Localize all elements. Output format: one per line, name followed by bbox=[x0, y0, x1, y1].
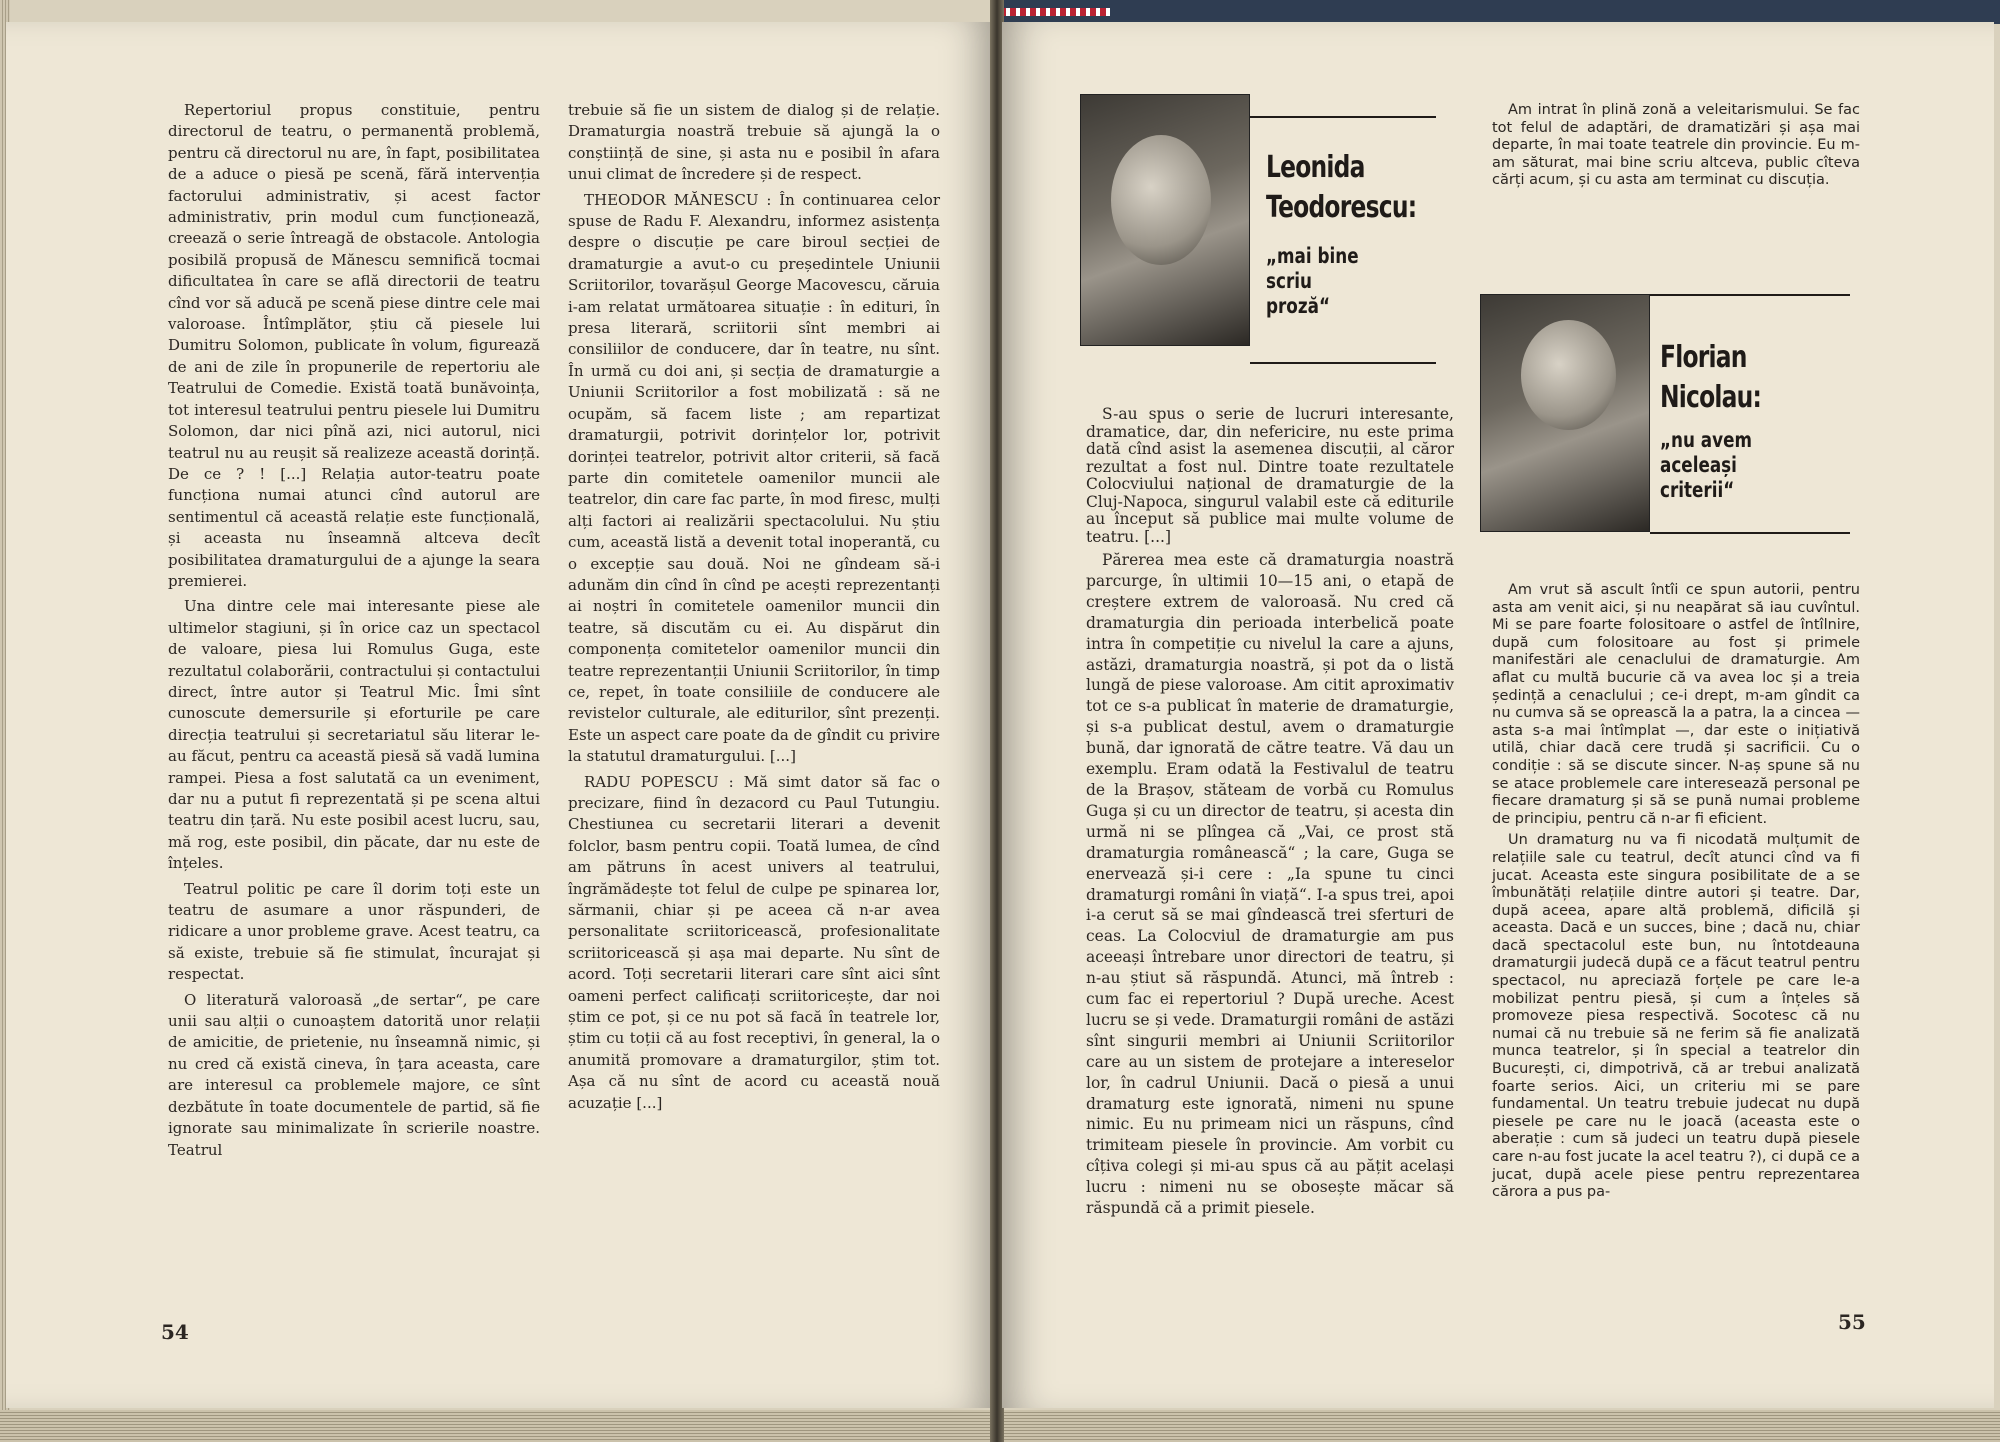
interview-quote: „mai bine bbox=[1266, 244, 1359, 268]
paragraph: trebuie să fie un sistem de dialog și de relație. Dramaturgia noastră trebuie să ajungă la o conștiință de sine, și asta nu e posibil în afara unui climat de încredere și de respect. bbox=[568, 101, 940, 184]
paragraph: Un dramaturg nu va fi nicodată mulțumit de relațiile sale cu teatrul, decît atunci cînd va fi jucat. Aceasta este singura posibilitate de a se îmbunătăți relațiile dintre autori și teatre. Dar, după aceea, apare altă problemă, dificilă și aceasta. Dacă e un succes, bine ; dacă nu, chiar dacă spectacolul este bun, nu întotdeauna dramaturgii judecă după ce a făcut teatrul pentru spectacol, nu apreciază forțele pe care le-a mobilizat pentru piesă, și cum a înțeles să promoveze piesa respectivă. Socotesc că nu numai că nu trebuie să ne ferim să fie analizată munca teatrelor, și în special a teatrelor din București, ci, dimpotrivă, că ar trebui analizată foarte serios. Aici, un criteriu mi se pare fundamental. Un teatru trebuie judecat nu după piesele pe care nu le joacă (aceasta este o aberație : cum să judeci un teatru după piesele care n-au fost jucate la acel teatru ?), ci după ce a jucat, după acele piese pentru reprezentarea cărora a pus pa- bbox=[1492, 832, 1860, 1201]
portrait-face bbox=[1111, 135, 1211, 265]
left-column-1 bbox=[168, 100, 540, 1165]
right-page bbox=[1002, 22, 1994, 1408]
interviewee-name: Florian bbox=[1660, 340, 1747, 375]
portrait-photo bbox=[1480, 294, 1650, 532]
paragraph: Teatrul politic pe care îl dorim toți este un teatru de asumare a unor răspunderi, de ridicare a unor probleme grave. Acest teatru, ca să existe, trebuie să fie stimulat, încurajat și respectat. bbox=[168, 879, 540, 984]
bookmark-ribbon bbox=[990, 8, 1110, 16]
left-page bbox=[6, 22, 992, 1408]
interview-quote: criterii“ bbox=[1660, 478, 1735, 502]
paragraph: O literatură valoroasă „de sertar“, pe care unii sau alții o cunoaștem datorită unor relații de amicitie, de prietenie, nu înseamnă nimic, și nu cred că există cineva, în țara aceasta, care are interesul ca problemele majore, ce sînt dezbătute în toate documentele de partid, să fie ignorate sau minimalizate în scrierile noastre. Teatrul bbox=[168, 990, 540, 1159]
interview-header-nicolau bbox=[1480, 272, 1870, 542]
interviewee-name: Leonida bbox=[1266, 150, 1365, 185]
header-rule bbox=[1250, 362, 1436, 364]
portrait-face bbox=[1521, 320, 1616, 430]
interview-quote: „nu avem bbox=[1660, 428, 1752, 452]
paragraph: Am vrut să ascult întîi ce spun autorii, pentru asta am venit aici, și nu neapărat să iau cuvîntul. Mi se pare foarte folositoare o astfel de întîlnire, după cum folositoare au fost și primele manifestări ale cenaclului de dramaturgie. Am aflat cu multă bucurie că va avea loc și a treia ședință a cenaclului ; ce-i drept, m-am gîndit ca nu cumva să se oprească la a patra, la a cincea — asta s-a mai întîmplat —, dar este o inițiativă utilă, chiar dacă cere trudă și sacrificii. Cu o condiție : să se discute sincer. N-aș spune să nu se atace problemele care interesează personal pe fiecare dramaturg și să se pună numai probleme de principiu, pentru că n-ar fi eficient. bbox=[1492, 582, 1860, 827]
page-number-left: 54 bbox=[161, 1320, 189, 1344]
header-rule bbox=[1250, 116, 1436, 118]
interview-text-nicolau bbox=[1492, 582, 1860, 1206]
paragraph: S-au spus o serie de lucruri interesante, dramatice, dar, din nefericire, nu este prima dată cînd asist la asemenea discuții, al căror rezultat a fost nul. Dintre toate rezultatele Colocviului național de dramaturgie de la Cluj-Napoca, singurul valabil este că editurile au început să publice mai multe volume de teatru. [...] bbox=[1086, 405, 1454, 546]
paragraph: Una dintre cele mai interesante piese ale ultimelor stagiuni, și în orice caz un spectacol de valoare, piesa lui Romulus Guga, este rezultatul colaborării, contractului și contactului direct, între autor și Teatrul Mic. Îmi sînt cunoscute demersurile și eforturile pe care direcția teatrului și secretariatul său literar le-au făcut, pentru ca această piesă să vadă lumina rampei. Piesa a fost salutată ca un eveniment, dar nu a putut fi reprezentată și pe scena altui teatru din țară. Nu este posibil acest lucru, sau, mă rog, este posibil, din păcate, dar nu este de înțeles. bbox=[168, 597, 540, 873]
interview-quote: scriu bbox=[1266, 269, 1312, 293]
paragraph: RADU POPESCU : Mă simt dator să fac o precizare, fiind în dezacord cu Paul Tutungiu. Chestiunea cu secretarii literari a devenit folclor, basm pentru copii. Toată lumea, de cînd am pătruns în acest univers al teatrului, îngrămădește tot felul de culpe pe spinarea lor, sărmanii, chiar și pe aceea că n-ar avea personalitate scriitoricească, profesionalitate scriitoricească și așa mai departe. Nu sînt de acord. Toți secretarii literari care sînt aici sînt oameni perfect calificați scriitoricește, dar noi știm ce pot, și ce nu pot să facă în teatrele lor, știm cu toții că au fost receptivi, în general, la o anumită promovare a dramaturgilor, știm tot. Așa că nu sînt de acord cu această nouă acuzație [...] bbox=[568, 772, 940, 1112]
paragraph: THEODOR MĂNESCU : În continuarea celor spuse de Radu F. Alexandru, informez asistența despre o discuție pe care biroul secției de dramaturgie a avut-o cu președintele Uniunii Scriitorilor, tovarășul George Macovescu, căruia i-am relatat următoarea situație : în edituri, în presa literară, scriitorii sînt membri ai consiliilor de conducere, dar în teatre, nu sînt. În urmă cu doi ani, și secția de dramaturgie a Uniunii Scriitorilor a fost mobilizată : să ne ocupăm, să facem liste ; am repartizat dramaturgii, potrivit dorințelor lor, potrivit dorinței teatrelor, potrivit altor criterii, să facă parte din comitetele oamenilor muncii ale teatrelor, din care fac parte, în mod firesc, mulți alți factori ai realizării spectacolului. Nu știu cum, această listă a devenit total inoperantă, cu o excepție sau două. Noi ne gîndeam să-i adunăm din cînd în cînd pe acești reprezentanți ai noștri în comitetele oamenilor muncii din teatre, să discutăm cu ei. Au dispărut din componența comitetelor oamenilor muncii din teatre reprezentanții Uniunii Scriitorilor, în timp ce, repet, în toate consiliile de conducere ale revistelor culturale, ale editurilor, sînt prezenți. Este un aspect care poate da de gîndit cu privire la statutul dramaturgului. [...] bbox=[568, 190, 940, 766]
interviewee-name: Nicolau: bbox=[1660, 380, 1762, 415]
left-column-2 bbox=[568, 100, 940, 1118]
interview-text-teodorescu bbox=[1086, 406, 1454, 1223]
header-rule bbox=[1650, 294, 1850, 296]
paragraph: Repertoriul propus constituie, pentru directorul de teatru, o permanentă problemă, pentru că directorul nu are, în fapt, posibilitatea de a aduce o piesă pe scenă, fără intervenția factorului administrativ, și acest factor administrativ, prin modul cum funcționează, creează o serie întreagă de obstacole. Antologia posibilă propusă de Mănescu semnifică tocmai dificultatea în care se află directorii de teatru cînd vor să aducă pe scenă piese dintre cele mai valoroase. Întîmplător, știu că piesele lui Dumitru Solomon, publicate în volum, figurează de ani de zile în propunerile de repertoriu ale Teatrului de Comedie. Există toată bunăvoința, tot interesul teatrului pentru piesele lui Dumitru Solomon, dar nici pînă azi, nici autorul, nici teatrul nu au reușit să realizeze această dorință. De ce ? ! [...] Relația autor-teatru poate funcționa numai atunci cînd autorul are sentimentul că această relație este funcțională, și aceasta nu înseamnă altceva decît posibilitatea dramaturgului de a ajunge la seara premierei. bbox=[168, 101, 540, 590]
book-cover-edge bbox=[1000, 0, 2000, 24]
interviewee-name: Teodorescu: bbox=[1266, 190, 1417, 225]
paragraph: Am intrat în plină zonă a veleitarismului. Se fac tot felul de adaptări, de dramatizări și așa mai departe, în mai toate teatrele din provincie. Eu m-am săturat, mai bine scriu altceva, public cîteva cărți acum, și cu asta am terminat cu discuția. bbox=[1492, 102, 1860, 189]
interview-header-teodorescu bbox=[1080, 94, 1460, 374]
interview-quote: proză“ bbox=[1266, 294, 1331, 318]
header-rule bbox=[1650, 532, 1850, 534]
portrait-photo bbox=[1080, 94, 1250, 346]
right-column-top-text bbox=[1492, 102, 1860, 194]
interview-quote: aceleași bbox=[1660, 453, 1737, 477]
page-number-right: 55 bbox=[1838, 1310, 1866, 1334]
paragraph: Părerea mea este că dramaturgia noastră parcurge, în ultimii 10—15 ani, o etapă de creștere extrem de valoroasă. Nu cred că dramaturgia din perioada interbelică poate intra în competiție cu nivelul la care a ajuns, astăzi, dramaturgia noastră, și pot da o listă lungă de piese valoroase. Am citit aproximativ tot ce s-a publicat în materie de dramaturgie, și s-a publicat destul, avem o dramaturgie bună, dar ignorată de către teatre. Vă dau un exemplu. Eram odată la Festivalul de teatru de la Brașov, stăteam de vorbă cu Romulus Guga și cu un director de teatru, și acesta din urmă ni se plîngea că „Vai, ce prost stă dramaturgia românească“ ; la care, Guga se enervează și-i cere : „Ia spune tu cinci dramaturgi români în viață“. I-a spus trei, apoi i-a cerut să se mai gîndească trei sferturi de ceas. La Colocviul de dramaturgie am pus aceeași întrebare unor directori de teatru, și n-au știut să răspundă. Atunci, mă întreb : cum fac ei repertoriul ? După ureche. Acest lucru se și vede. Dramaturgii români de astăzi sînt singurii membri ai Uniunii Scriitorilor care au un sistem de protejare a intereselor lor, în cadrul Uniunii. Dacă o piesă a unui dramaturg este ignorată, nimeni nu spune nimic. Eu nu primeam nici un răspuns, cînd trimiteam piesele în provincie. Am vorbit cu cîțiva colegi și mi-au spus că au pățit același lucru : nimeni nu se obosește măcar să răspundă că a primit piesele. bbox=[1086, 551, 1454, 1218]
